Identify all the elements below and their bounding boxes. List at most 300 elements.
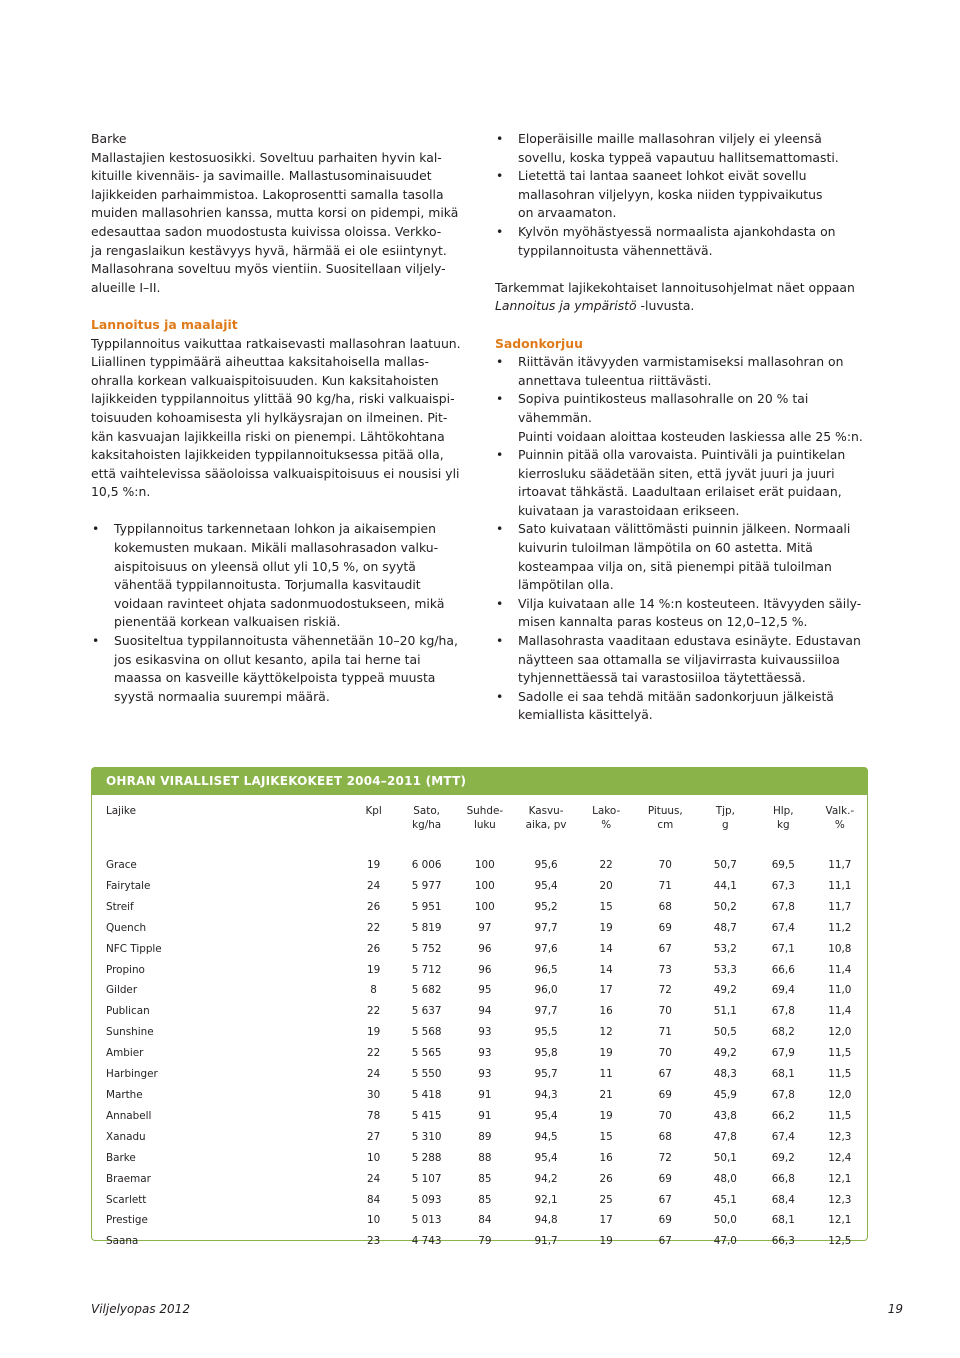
nitrogen-bullets: [495, 130, 875, 260]
table-cell: 68: [658, 900, 672, 913]
table-cell: 97,7: [534, 1005, 558, 1018]
table-cell: 67,4: [771, 1130, 795, 1143]
page-number: 19: [887, 1302, 903, 1316]
text-line: Hlp,: [772, 805, 794, 817]
guide-reference: Lannoitus ja ympäristö: [495, 298, 637, 314]
text-line: kituille kivennäis- ja savimaille. Mallastusominaisuudet: [91, 168, 432, 184]
table-cell: 71: [658, 1026, 672, 1039]
bullet-item: [495, 390, 875, 446]
table-cell: 5 568: [411, 1026, 442, 1039]
column-header: [397, 804, 456, 848]
text-line: Tjp,: [715, 805, 735, 817]
table-cell: 27: [366, 1130, 381, 1143]
table-cell: 19: [599, 1047, 613, 1060]
text-line: kaksitahoisten lajikkeiden typpilannoituksessa pitää olla,: [91, 447, 444, 463]
text-line: lämpötilan olla.: [518, 577, 614, 593]
text-line: lajikkeiden parhaimmistoa. Lakoprosentti samalla tasolla: [91, 186, 444, 202]
table-cell: 12,3: [828, 1130, 852, 1143]
table-row: [92, 855, 867, 876]
table-row: [92, 1106, 867, 1127]
table-cell: 68,2: [771, 1026, 795, 1039]
table-cell: 92,1: [534, 1193, 558, 1206]
table-cell: 66,3: [771, 1235, 795, 1248]
text-line: cm: [657, 819, 674, 831]
table-cell: 16: [599, 1151, 613, 1164]
table-header-row: [92, 804, 867, 848]
table-cell: 6 006: [411, 859, 442, 871]
table-cell: 5 819: [411, 921, 442, 934]
fertilization-heading: Lannoitus ja maalajit: [91, 316, 238, 332]
variety-name-cell: Prestige: [106, 1214, 148, 1227]
table-cell: 85: [478, 1193, 492, 1206]
table-cell: 19: [599, 1235, 613, 1248]
table-row: [92, 1210, 867, 1231]
table-cell: 91: [478, 1109, 492, 1122]
table-cell: 22: [366, 1005, 381, 1018]
variety-name-cell: Quench: [106, 921, 147, 934]
table-cell: 93: [478, 1026, 492, 1039]
column-header: [350, 804, 397, 848]
text-line: kuivataan ja varastoidaan erikseen.: [518, 502, 740, 518]
text-line: kierrosluku säädetään siten, että jyvät juuri ja juuri: [518, 465, 835, 481]
bullet-item: [495, 167, 875, 223]
table-cell: 19: [366, 1026, 381, 1039]
table-cell: 11,2: [828, 921, 852, 934]
table-cell: 11: [599, 1068, 613, 1081]
table-cell: 26: [366, 900, 381, 913]
text-line: Riittävän itävyyden varmistamiseksi mallasohran on: [518, 354, 844, 370]
table-cell: 43,8: [713, 1109, 737, 1122]
text-line: aika, pv: [525, 819, 567, 831]
table-cell: 67,8: [771, 900, 795, 913]
table-cell: 84: [366, 1193, 381, 1206]
table-row: [92, 939, 867, 960]
column-header: [697, 804, 754, 848]
table-cell: 19: [599, 921, 613, 934]
column-header: [754, 804, 813, 848]
table-cell: 50,7: [713, 859, 737, 871]
table-cell: 14: [599, 942, 613, 955]
table-cell: 70: [658, 1005, 672, 1018]
table-cell: 45,9: [713, 1088, 737, 1101]
table-cell: 5 415: [411, 1109, 442, 1122]
text-line: syystä normaalia suurempi määrä.: [114, 688, 330, 704]
table-cell: 11,7: [828, 859, 852, 871]
bullet-item: [495, 446, 875, 520]
text-line: Liiallinen typpimäärä aiheuttaa kaksitahoisella mallas-: [91, 354, 429, 370]
text-line: toisuuden kohoamisesta yli hylkäysrajan on ilmeinen. Pit-: [91, 409, 448, 425]
table-cell: 91: [478, 1088, 492, 1101]
table-cell: 94: [478, 1005, 492, 1018]
variety-name-cell: Streif: [106, 900, 134, 913]
text-line: ja rengaslaikun kestävyys hyvä, härmää ei ole esiintynyt.: [91, 242, 447, 258]
table-cell: 97,7: [534, 921, 558, 934]
variety-name-cell: Saana: [106, 1235, 139, 1248]
variety-name-cell: Sunshine: [106, 1026, 154, 1039]
table-cell: 68,4: [771, 1193, 795, 1206]
variety-name-cell: Annabell: [106, 1109, 152, 1122]
text-line: kg/ha: [412, 819, 442, 831]
text-line: Mallastajien kestosuosikki. Soveltuu parhaiten hyvin kal-: [91, 149, 442, 165]
fertilization-text: [91, 335, 473, 502]
table-cell: 96,0: [534, 984, 558, 997]
table-cell: 5 107: [411, 1172, 442, 1185]
table-row: [92, 1043, 867, 1064]
bullet-item: [91, 520, 473, 632]
text-line: irtoavat tähkästä. Laadultaan erilaiset erät puidaan,: [518, 484, 842, 500]
table-cell: 50,2: [713, 900, 737, 913]
column-header: [92, 804, 350, 848]
text-line: Mallasohrana soveltuu myös vientiin. Suositellaan viljely-: [91, 261, 446, 277]
table-cell: 68: [658, 1130, 672, 1143]
text-line: Kpl: [365, 805, 382, 817]
table-cell: 67,9: [771, 1047, 795, 1060]
text-line: %: [601, 819, 612, 831]
table-cell: 4 743: [411, 1235, 442, 1248]
table-row: [92, 960, 867, 981]
table-cell: 69: [658, 1214, 672, 1227]
table-cell: 11,5: [828, 1109, 852, 1122]
table-row: [92, 1148, 867, 1169]
harvest-bullets: [495, 353, 875, 725]
text-line: Suositeltua typpilannoitusta vähennetään 10–20 kg/ha,: [114, 633, 458, 649]
text-line: typpilannoitusta vähennettävä.: [518, 242, 713, 258]
table-cell: 67,3: [771, 879, 795, 892]
table-cell: 23: [366, 1235, 381, 1248]
table-cell: 94,2: [534, 1172, 558, 1185]
variety-name-cell: Braemar: [106, 1172, 151, 1185]
table-cell: 12,5: [828, 1235, 852, 1248]
table-cell: 5 550: [411, 1068, 442, 1081]
text-line: alueille I–II.: [91, 279, 161, 295]
table-row: [92, 1231, 867, 1252]
column-header: [456, 804, 513, 848]
harvest-heading: Sadonkorjuu: [495, 335, 583, 351]
table-cell: 94,5: [534, 1130, 558, 1143]
text-line: Sato kuivataan välittömästi puinnin jälkeen. Normaali: [518, 521, 851, 537]
variety-trials-table-box: [91, 767, 868, 1248]
table-cell: 69: [658, 921, 672, 934]
table-cell: 85: [478, 1172, 492, 1185]
table-cell: 70: [658, 1047, 672, 1060]
table-cell: 5 712: [411, 963, 442, 976]
text-line: Mallasohrasta vaaditaan edustava esinäyte. Edustavan: [518, 633, 861, 649]
text-line: Kasvu-: [528, 805, 564, 817]
table-cell: 5 752: [411, 942, 442, 955]
table-cell: 49,2: [713, 984, 737, 997]
table-cell: 11,5: [828, 1047, 852, 1060]
table-cell: 15: [599, 900, 613, 913]
table-cell: 50,5: [713, 1026, 737, 1039]
fertilization-bullets: [91, 520, 473, 706]
table-cell: 50,1: [713, 1151, 737, 1164]
table-cell: 95,6: [534, 859, 558, 871]
text-line: jos esikasvina on ollut kesanto, apila tai herne tai: [114, 651, 421, 667]
table-cell: 12,1: [828, 1172, 852, 1185]
table-cell: 44,1: [713, 879, 737, 892]
table-cell: 67,8: [771, 1088, 795, 1101]
table-cell: 5 013: [411, 1214, 442, 1227]
column-header: [634, 804, 697, 848]
text-line: Valk.-: [825, 805, 855, 817]
table-cell: 94,8: [534, 1214, 558, 1227]
column-header: [579, 804, 634, 848]
table-cell: 95,4: [534, 1151, 558, 1164]
table-cell: 11,7: [828, 900, 852, 913]
text-line: on arvaamaton.: [518, 205, 617, 221]
text-line: kuivurin tuloilman lämpötila on 60 astetta. Mitä: [518, 540, 813, 556]
table-cell: 24: [366, 879, 381, 892]
text-line: edesauttaa sadon muodostusta kuivissa oloissa. Verkko-: [91, 223, 442, 239]
table-cell: 22: [366, 921, 381, 934]
table-cell: 22: [366, 1047, 381, 1060]
bullet-item: [495, 223, 875, 260]
table-cell: 67: [658, 1235, 672, 1248]
table-cell: 72: [658, 1151, 672, 1164]
table-cell: 95,7: [534, 1068, 558, 1081]
table-cell: 68,1: [771, 1068, 795, 1081]
variety-name-cell: NFC Tipple: [106, 942, 162, 955]
table-cell: 49,2: [713, 1047, 737, 1060]
table-cell: 67,1: [771, 942, 795, 955]
bullet-item: [495, 688, 875, 725]
text-line: Suhde-: [466, 805, 504, 817]
table-cell: 72: [658, 984, 672, 997]
table-cell: 17: [599, 1214, 613, 1227]
table-cell: 67: [658, 1193, 672, 1206]
right-column: [495, 130, 875, 725]
table-cell: 69: [658, 1172, 672, 1185]
table-row: [92, 1064, 867, 1085]
table-cell: 45,1: [713, 1193, 737, 1206]
text-line: Vilja kuivataan alle 14 %:n kosteuteen. Itävyyden säily-: [518, 595, 862, 611]
text-line: Puinnin pitää olla varovaista. Puintiväli ja puintikelan: [518, 447, 846, 463]
table-cell: 11,5: [828, 1068, 852, 1081]
text-line: kemiallista käsittelyä.: [518, 707, 653, 723]
table-cell: 5 288: [411, 1151, 442, 1164]
table-cell: 5 951: [411, 900, 442, 913]
table-cell: 16: [599, 1005, 613, 1018]
table-cell: 24: [366, 1172, 381, 1185]
table-cell: 96,5: [534, 963, 558, 976]
table-cell: 96: [478, 942, 492, 955]
table-cell: 88: [478, 1151, 492, 1164]
table-cell: 79: [478, 1235, 492, 1248]
more-info-text: [495, 279, 875, 316]
table-cell: 11,0: [828, 984, 852, 997]
text-line: Sadolle ei saa tehdä mitään sadonkorjuun jälkeistä: [518, 688, 834, 704]
table-title: OHRAN VIRALLISET LAJIKEKOKEET 2004–2011 (MTT): [92, 768, 867, 795]
column-header: [813, 804, 867, 848]
more-info-suffix: -luvusta.: [636, 298, 695, 314]
text-line: 10,5 %:n.: [91, 484, 151, 500]
table-cell: 71: [658, 879, 672, 892]
table-cell: 73: [658, 963, 672, 976]
text-line: Typpilannoitus tarkennetaan lohkon ja aikaisempien: [114, 521, 436, 537]
table-cell: 50,0: [713, 1214, 737, 1227]
text-line: luku: [473, 819, 496, 831]
table-cell: 11,4: [828, 1005, 852, 1018]
table-cell: 51,1: [713, 1005, 737, 1018]
table-row: [92, 876, 867, 897]
text-line: Pituus,: [647, 805, 683, 817]
table-cell: 69,4: [771, 984, 795, 997]
text-line: Sopiva puintikosteus mallasohralle on 20 % tai vähemmän.: [518, 391, 809, 425]
text-line: maassa on kasveille käyttökelpoista typpeä muusta: [114, 670, 436, 686]
text-line: Lako-: [592, 805, 621, 817]
text-line: näytteen saa ottamalla se viljavirrasta kuivaussiiloa: [518, 651, 840, 667]
table-cell: 30: [366, 1088, 381, 1101]
barke-title: Barke: [91, 131, 127, 146]
bullet-item: [495, 632, 875, 688]
barke-description: [91, 149, 473, 298]
table-cell: 24: [366, 1068, 381, 1081]
table-row: [92, 918, 867, 939]
variety-trials-table: [92, 804, 867, 1252]
variety-name-cell: Grace: [106, 859, 137, 871]
table-cell: 48,0: [713, 1172, 737, 1185]
table-cell: 66,8: [771, 1172, 795, 1185]
table-cell: 67,8: [771, 1005, 795, 1018]
table-cell: 95,4: [534, 1109, 558, 1122]
table-cell: 93: [478, 1047, 492, 1060]
text-line: Eloperäisille maille mallasohran viljely ei yleensä: [518, 131, 822, 146]
table-cell: 67: [658, 942, 672, 955]
footer-publication: Viljelyopas 2012: [91, 1302, 190, 1316]
table-cell: 15: [599, 1130, 613, 1143]
table-cell: 8: [370, 984, 377, 997]
text-line: g: [722, 819, 729, 831]
table-cell: 67,4: [771, 921, 795, 934]
table-cell: 19: [366, 859, 381, 871]
table-cell: 12,4: [828, 1151, 852, 1164]
bullet-item: [495, 130, 875, 167]
table-cell: 96: [478, 963, 492, 976]
table-cell: 22: [599, 859, 613, 871]
table-cell: 12,0: [828, 1026, 852, 1039]
table-row: [92, 1085, 867, 1106]
table-cell: 12: [599, 1026, 613, 1039]
variety-name-cell: Barke: [106, 1151, 136, 1164]
table-cell: 26: [599, 1172, 613, 1185]
more-info-line1: Tarkemmat lajikekohtaiset lannoitusohjelmat näet oppaan: [495, 279, 855, 295]
table-cell: 10: [366, 1214, 381, 1227]
variety-name-cell: Propino: [106, 963, 145, 976]
table-body: [92, 848, 867, 1252]
variety-name-cell: Scarlett: [106, 1193, 147, 1206]
text-line: Lajike: [106, 805, 136, 817]
table-cell: 67: [658, 1068, 672, 1081]
spacer-row: [92, 848, 867, 855]
table-cell: 25: [599, 1193, 613, 1206]
text-line: kän kasvuajan lajikkeilla riski on pienempi. Lähtökohtana: [91, 428, 445, 444]
text-line: kosteampaa vilja on, sitä pienempi pitää tuloilman: [518, 558, 832, 574]
spacer-cell: [92, 848, 867, 855]
text-line: aispitoisuus on yleensä ollut yli 10,5 %, on syytä: [114, 558, 416, 574]
table-cell: 5 418: [411, 1088, 442, 1101]
table-cell: 66,6: [771, 963, 795, 976]
table-cell: 97,6: [534, 942, 558, 955]
table-cell: 5 637: [411, 1005, 442, 1018]
table-cell: 95,5: [534, 1026, 558, 1039]
table-cell: 69,2: [771, 1151, 795, 1164]
table-cell: 70: [658, 859, 672, 871]
bullet-item: [495, 353, 875, 390]
variety-name-cell: Harbinger: [106, 1068, 158, 1081]
text-line: kokemusten mukaan. Mikäli mallasohrasadon valku-: [114, 540, 439, 556]
table-cell: 100: [474, 900, 495, 913]
bullet-item: [495, 595, 875, 632]
table-row: [92, 897, 867, 918]
table-cell: 10,8: [828, 942, 852, 955]
variety-name-cell: Publican: [106, 1005, 150, 1018]
table-cell: 11,1: [828, 879, 852, 892]
text-line: kg: [776, 819, 790, 831]
text-line: Lietettä tai lantaa saaneet lohkot eivät sovellu: [518, 168, 807, 184]
table-cell: 5 977: [411, 879, 442, 892]
text-line: vähentää typpilannoitusta. Torjumalla kasvitaudit: [114, 577, 421, 593]
table-cell: 20: [599, 879, 613, 892]
text-line: sovellu, koska typpeä vapautuu hallitsemattomasti.: [518, 149, 839, 165]
text-line: lajikkeiden typpilannoitus ylittää 90 kg/ha, riski valkuaispi-: [91, 391, 455, 407]
table-cell: 78: [366, 1109, 381, 1122]
variety-name-cell: Ambier: [106, 1047, 144, 1060]
table-cell: 5 310: [411, 1130, 442, 1143]
table-cell: 53,2: [713, 942, 737, 955]
table-cell: 93: [478, 1068, 492, 1081]
text-line: misen kannalta paras kosteus on 12,0–12,5 %.: [518, 614, 808, 630]
table-cell: 100: [474, 859, 495, 871]
text-line: voidaan ravinteet ohjata sadonmuodostukseen, mikä: [114, 595, 445, 611]
table-cell: 12,1: [828, 1214, 852, 1227]
text-line: mallasohran viljelyyn, koska niiden typpivaikutus: [518, 186, 823, 202]
table-cell: 68,1: [771, 1214, 795, 1227]
table-row: [92, 980, 867, 1001]
table-cell: 48,7: [713, 921, 737, 934]
table-row: [92, 1190, 867, 1211]
table-cell: 26: [366, 942, 381, 955]
table-row: [92, 1169, 867, 1190]
table-cell: 12,3: [828, 1193, 852, 1206]
table-cell: 19: [599, 1109, 613, 1122]
variety-name-cell: Marthe: [106, 1088, 143, 1101]
variety-name-cell: Gilder: [106, 984, 138, 997]
table-cell: 21: [599, 1088, 613, 1101]
text-line: annettava tuleentua riittävästi.: [518, 372, 712, 388]
variety-name-cell: Fairytale: [106, 879, 151, 892]
table-cell: 84: [478, 1214, 492, 1227]
table-cell: 66,2: [771, 1109, 795, 1122]
table-cell: 5 682: [411, 984, 442, 997]
table-cell: 100: [474, 879, 495, 892]
table-cell: 5 565: [411, 1047, 442, 1060]
table-cell: 14: [599, 963, 613, 976]
table-cell: 95,2: [534, 900, 558, 913]
table-cell: 97: [478, 921, 492, 934]
text-line: muiden mallasohrien kanssa, mutta korsi on pidempi, mikä: [91, 205, 459, 221]
table-cell: 47,0: [713, 1235, 737, 1248]
text-line: tyhjennettäessä tai varastosiiloa täytettäessä.: [518, 670, 806, 686]
text-line: että vaihtelevissa sääoloissa valkuaispitoisuus ei nousisi yli: [91, 465, 460, 481]
table-cell: 69: [658, 1088, 672, 1101]
table-row: [92, 1001, 867, 1022]
text-line: Puinti voidaan aloittaa kosteuden laskiessa alle 25 %:n.: [518, 428, 863, 444]
text-line: pienentää korkean valkuaisen riskiä.: [114, 614, 341, 630]
table-cell: 95: [478, 984, 492, 997]
table-cell: 69,5: [771, 859, 795, 871]
table-cell: 19: [366, 963, 381, 976]
left-column: [91, 130, 473, 706]
